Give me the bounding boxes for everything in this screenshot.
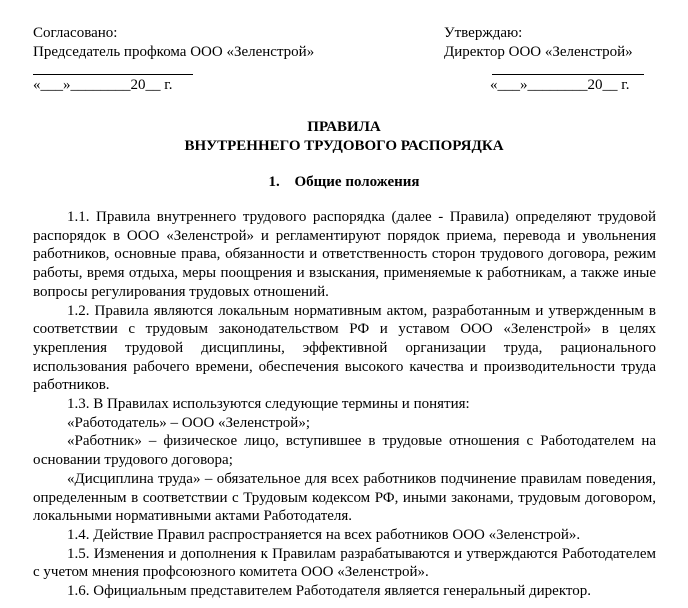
approval-heading: Согласовано:: [33, 25, 118, 41]
paragraph: 1.3. В Правилах используются следующие термины и понятия:: [67, 396, 470, 413]
paragraph: 1.4. Действие Правил распространяется на всех работников ООО «Зеленстрой».: [67, 526, 581, 543]
paragraph: «Дисциплина труда» – обязательное для всех работников подчинение правилам поведения, определенным в соответствии с Трудовым кодексом РФ, иными законами, трудовым договором, локальными нормативными актами Работодателя.: [33, 470, 656, 525]
signature-line: [33, 61, 193, 75]
approval-position: Директор ООО «Зеленстрой»: [444, 43, 633, 60]
paragraph: «Работник» – физическое лицо, вступившее в трудовые отношения с Работодателем на основании трудового договора;: [33, 433, 656, 469]
section-title: Общие положения: [294, 174, 420, 190]
signature-line: [492, 61, 644, 75]
paragraph: 1.1. Правила внутреннего трудового распорядка (далее - Правила) определяют трудовой распорядок в ООО «Зеленстрой» и регламентируют порядок приема, перевода и увольнения работников, основные права, обязанности и ответственность сторон трудового договора, режим работы, время отдыха, меры поощрения и взыскания, применяемые к работникам, а также иные вопросы регулирования трудовых отношений.: [33, 209, 656, 300]
approval-heading: Утверждаю:: [444, 25, 523, 41]
approval-date: «___»________20__ г.: [33, 77, 173, 94]
section-number: 1.: [268, 174, 280, 190]
approval-block-approved: [444, 24, 644, 95]
paragraph: 1.5. Изменения и дополнения к Правилам разрабатываются и утверждаются Работодателем с учетом мнения профсоюзного комитета ООО «Зеленстрой».: [33, 545, 656, 581]
title-line-1: ПРАВИЛА: [307, 119, 381, 135]
approval-block-agreed: [33, 24, 314, 95]
section-heading: [0, 173, 688, 192]
approval-date: «___»________20__ г.: [490, 77, 630, 94]
approval-position: Председатель профкома ООО «Зеленстрой»: [33, 43, 315, 60]
title-line-2: ВНУТРЕННЕГО ТРУДОВОГО РАСПОРЯДКА: [184, 137, 504, 154]
document-title: [0, 118, 688, 155]
paragraph: 1.6. Официальным представителем Работодателя является генеральный директор.: [67, 583, 592, 600]
paragraph: «Работодатель» – ООО «Зеленстрой»;: [67, 414, 310, 431]
paragraph: 1.2. Правила являются локальным нормативным актом, разработанным и утвержденным в соответствии с трудовым законодательством РФ и уставом ООО «Зеленстрой» в целях укрепления трудовой дисциплины, эффективной организации труда, рационального использования рабочего времени, обеспечения высокого качества и производительности труда работников.: [33, 302, 656, 394]
document-body: [33, 208, 656, 601]
